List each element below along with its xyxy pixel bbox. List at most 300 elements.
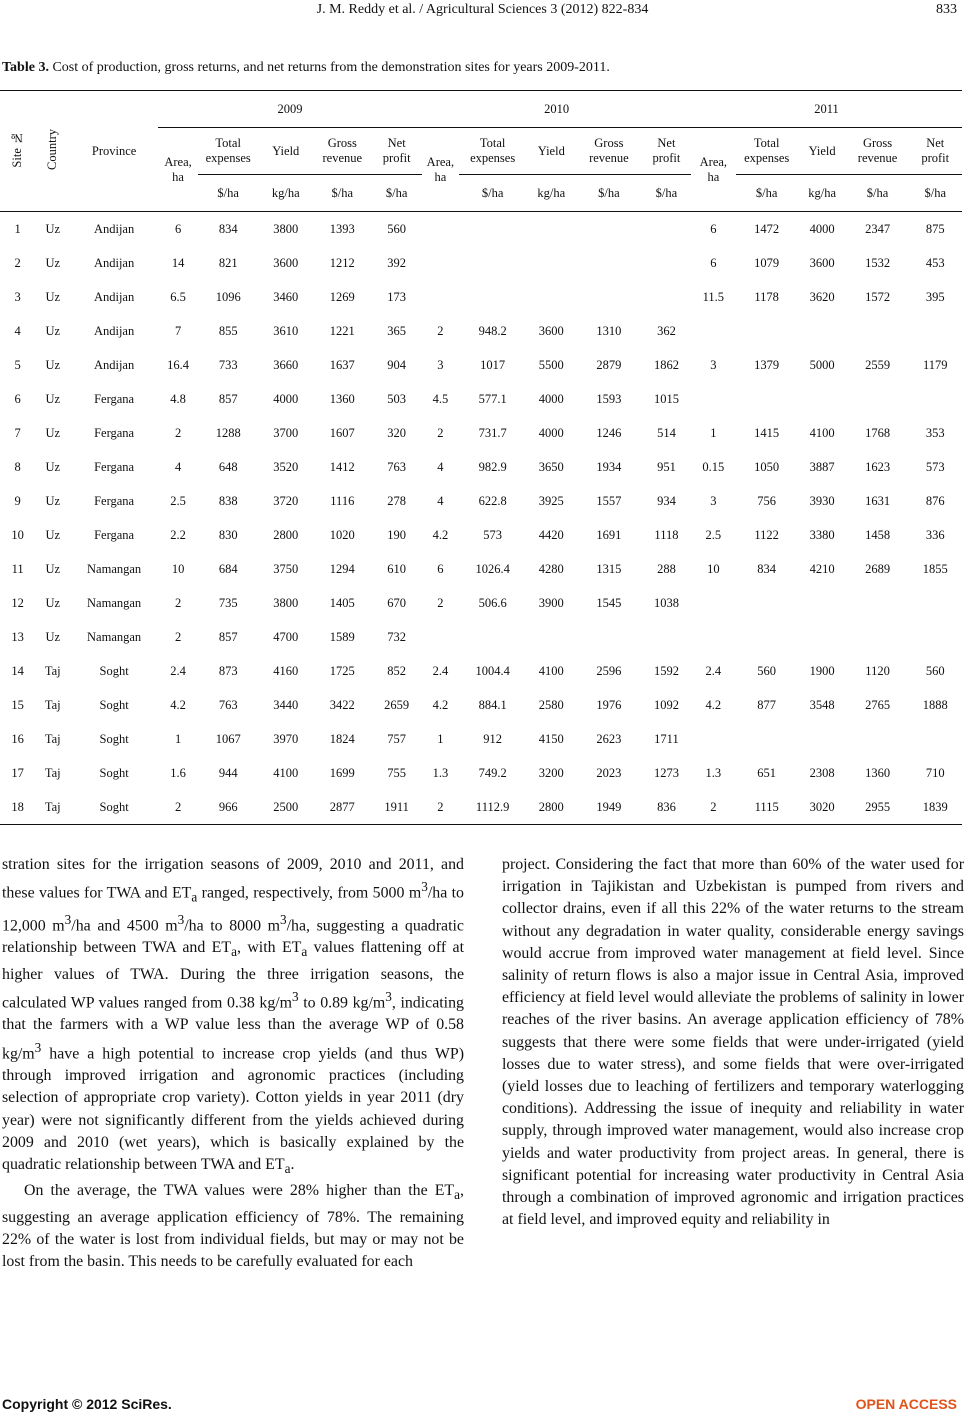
table-cell: 1592 xyxy=(653,663,679,678)
table-cell: 1699 xyxy=(329,765,355,780)
table-cell: 1092 xyxy=(653,697,679,712)
table-cell xyxy=(736,314,798,348)
table-cell: 10 xyxy=(707,561,720,576)
table-cell: 3930 xyxy=(809,493,835,508)
text-run: a xyxy=(454,1187,461,1203)
table-cell xyxy=(798,586,847,620)
table-cell: 3925 xyxy=(538,493,564,508)
table-cell: 1310 xyxy=(596,323,622,338)
table-cell: 3 xyxy=(437,357,444,372)
table-cell: 11.5 xyxy=(702,289,725,304)
table-cell: 3 xyxy=(710,357,717,372)
table-cell: 1631 xyxy=(865,493,891,508)
table-cell: 3800 xyxy=(273,221,299,236)
table-cell: 2596 xyxy=(596,663,622,678)
text-run: stration sites for the irrigation seasons of 2009, 2010 and 2011, and these values for TWA and ET xyxy=(2,856,464,902)
text-run: have a high potential to increase crop yields (and thus WP) through improved irrigation and agronomic practices (including selection of appropriate crop variety). Cotton yields in year 2011 (dry year) were not significantly different from the yields achieved during 2009 and 2010 (wet years), which is basically explained by the quadratic relationship between TWA and ET xyxy=(2,1044,464,1173)
table-cell xyxy=(847,586,909,620)
table-cell: 1593 xyxy=(596,391,622,406)
table-cell: 2023 xyxy=(596,765,622,780)
body-column-right xyxy=(502,854,964,1231)
table-row xyxy=(0,586,962,620)
table-cell: Soght xyxy=(99,731,129,746)
table-cell: 1116 xyxy=(330,493,355,508)
unit-cell: $/ha xyxy=(371,175,422,212)
table-cell: Taj xyxy=(35,790,70,825)
table-cell: 1288 xyxy=(215,425,241,440)
running-header xyxy=(0,0,965,26)
table-cell: 1691 xyxy=(596,527,622,542)
table-cell: 3200 xyxy=(538,765,564,780)
table-cell: 3660 xyxy=(273,357,299,372)
table-cell: 1360 xyxy=(865,765,891,780)
table-cell xyxy=(798,722,847,756)
table-cell: 2.4 xyxy=(432,663,449,678)
table-cell: 4 xyxy=(174,459,182,474)
text-run: On the average, the TWA values were 28% higher than the ET xyxy=(24,1182,455,1200)
table-cell xyxy=(459,212,527,247)
table-cell: Andijan xyxy=(93,221,135,236)
table-cell xyxy=(908,382,962,416)
table-cell xyxy=(527,246,576,280)
table-cell: 6 xyxy=(174,221,182,236)
unit-cell: $/ha xyxy=(908,175,962,212)
table-cell: Fergana xyxy=(94,459,135,474)
table-cell: 1589 xyxy=(329,629,355,644)
unit-cell: $/ha xyxy=(198,175,258,212)
table-cell: 944 xyxy=(218,765,238,780)
table-cell: 3650 xyxy=(538,459,564,474)
table-cell: 278 xyxy=(387,493,407,508)
table-cell: 1824 xyxy=(329,731,355,746)
table-cell: Fergana xyxy=(94,425,135,440)
text-run: /ha, suggesting a quadratic relationship between TWA and ET xyxy=(2,917,464,957)
table-cell: 2 xyxy=(437,595,444,610)
table-row xyxy=(0,620,962,654)
table-cell: 3548 xyxy=(809,697,835,712)
table-cell: 857 xyxy=(218,391,238,406)
table-cell: 3610 xyxy=(273,323,299,338)
header-province: Province xyxy=(70,91,157,212)
table-cell: 18 xyxy=(0,790,35,825)
table-cell: 4000 xyxy=(538,425,564,440)
table-cell: 2 xyxy=(437,425,444,440)
table-cell: 2.5 xyxy=(170,493,186,508)
table-cell: 1038 xyxy=(653,595,679,610)
table-cell: 2 xyxy=(691,790,736,825)
table-cell: 710 xyxy=(925,765,945,780)
table-cell: 362 xyxy=(657,323,676,338)
table-cell: 982.9 xyxy=(478,459,507,474)
table-cell xyxy=(459,280,527,314)
table-cell: 1572 xyxy=(865,289,891,304)
table-cell xyxy=(642,280,691,314)
table-cell: 2877 xyxy=(314,790,372,825)
table-cell xyxy=(847,722,909,756)
table-cell: 1900 xyxy=(809,663,835,678)
table-cell: 2.4 xyxy=(170,663,186,678)
table-cell: 1637 xyxy=(329,357,355,372)
table-cell: Uz xyxy=(45,289,61,304)
table-cell: 733 xyxy=(218,357,238,372)
table-cell: 838 xyxy=(218,493,238,508)
table-cell: 1050 xyxy=(754,459,780,474)
unit-cell: $/ha xyxy=(736,175,798,212)
table-cell: 966 xyxy=(198,790,258,825)
table-cell: 365 xyxy=(387,323,407,338)
text-run: 3 xyxy=(64,911,72,927)
table-cell: 16 xyxy=(11,731,24,746)
table-cell: 1725 xyxy=(329,663,355,678)
text-run: to 0.89 kg/m xyxy=(298,994,386,1012)
table-cell: 651 xyxy=(757,765,777,780)
table-cell: 670 xyxy=(387,595,407,610)
table-cell: 2 xyxy=(422,790,458,825)
table-cell xyxy=(642,246,691,280)
table-cell: 1067 xyxy=(215,731,241,746)
table-cell: 3020 xyxy=(798,790,847,825)
table-cell: 1112.9 xyxy=(459,790,527,825)
table-caption-label: Table 3. xyxy=(2,60,49,75)
table-cell xyxy=(798,382,847,416)
table-cell: 934 xyxy=(657,493,676,508)
table-cell: 948.2 xyxy=(478,323,507,338)
table-cell: 4.2 xyxy=(705,697,722,712)
page-number: 833 xyxy=(936,2,957,17)
table-cell: 10 xyxy=(11,527,24,542)
table-cell xyxy=(576,246,642,280)
table-cell: 392 xyxy=(387,255,407,270)
table-cell: 6 xyxy=(437,561,444,576)
table-cell: 3440 xyxy=(273,697,299,712)
table-cell xyxy=(847,382,909,416)
table-cell: 1315 xyxy=(596,561,622,576)
table-cell: 2623 xyxy=(596,731,622,746)
header-gross-revenue: Gross revenue xyxy=(847,128,909,175)
table-cell: Fergana xyxy=(94,493,135,508)
unit-cell: $/ha xyxy=(847,175,909,212)
table-cell xyxy=(847,620,909,654)
table-row xyxy=(0,246,962,280)
table-cell: 560 xyxy=(387,221,407,236)
table-cell: Namangan xyxy=(87,561,142,576)
table-cell: 4160 xyxy=(273,663,299,678)
table-cell: 763 xyxy=(218,697,238,712)
header-yield: Yield xyxy=(798,128,847,175)
table-cell: 4420 xyxy=(538,527,564,542)
table-cell: 755 xyxy=(387,765,407,780)
table-cell xyxy=(422,620,458,654)
table-cell: 7 xyxy=(174,323,182,338)
table-cell: Soght xyxy=(99,697,129,712)
table-row xyxy=(0,314,962,348)
table-row xyxy=(0,722,962,756)
table-cell: 1026.4 xyxy=(475,561,510,576)
table-cell: 1 xyxy=(174,731,182,746)
table-cell: 4.2 xyxy=(170,697,186,712)
body-paragraph xyxy=(2,1180,464,1273)
table-cell: 2 xyxy=(158,790,199,825)
table-cell: 1888 xyxy=(922,697,948,712)
table-cell: 3750 xyxy=(273,561,299,576)
table-cell: 2.2 xyxy=(170,527,186,542)
table-cell xyxy=(576,620,642,654)
cost-returns-table xyxy=(0,90,962,825)
table-cell: 15 xyxy=(11,697,24,712)
unit-cell: $/ha xyxy=(314,175,372,212)
table-cell: 732 xyxy=(387,629,407,644)
table-cell: 0.15 xyxy=(702,459,725,474)
table-cell xyxy=(527,212,576,247)
text-run: 3 xyxy=(421,879,428,895)
table-cell: 6 xyxy=(710,221,717,236)
unit-cell: kg/ha xyxy=(527,175,576,212)
table-cell: 1911 xyxy=(371,790,422,825)
table-cell: 1415 xyxy=(754,425,780,440)
table-row xyxy=(0,382,962,416)
table-cell: 1458 xyxy=(865,527,891,542)
table-cell: 1711 xyxy=(654,731,679,746)
table-cell: 4700 xyxy=(273,629,299,644)
unit-cell: kg/ha xyxy=(798,175,847,212)
table-cell: Uz xyxy=(45,459,61,474)
table-cell: 353 xyxy=(925,425,945,440)
table-cell: 13 xyxy=(11,629,24,644)
table-cell: Uz xyxy=(45,357,61,372)
table-cell xyxy=(642,212,691,247)
header-site: Site № xyxy=(0,91,35,212)
table-cell: 1532 xyxy=(865,255,891,270)
table-row xyxy=(0,790,962,825)
open-access-label: OPEN ACCESS xyxy=(855,1396,957,1412)
table-cell xyxy=(908,586,962,620)
text-run: 3 xyxy=(280,911,287,927)
table-cell: 1096 xyxy=(215,289,241,304)
unit-cell: $/ha xyxy=(642,175,691,212)
table-cell: 1.3 xyxy=(432,765,449,780)
table-cell: 2 xyxy=(174,425,182,440)
table-cell: 2879 xyxy=(596,357,622,372)
table-cell xyxy=(691,620,736,654)
copyright-notice: Copyright © 2012 SciRes. xyxy=(2,1396,172,1412)
table-cell: 3887 xyxy=(809,459,835,474)
table-row xyxy=(0,756,962,790)
table-cell: 514 xyxy=(657,425,676,440)
body-column-left xyxy=(2,854,464,1273)
table-cell: 4150 xyxy=(538,731,564,746)
table-cell: 560 xyxy=(925,663,945,678)
table-cell: 5000 xyxy=(809,357,835,372)
table-cell: 2 xyxy=(14,255,21,270)
table-cell: 821 xyxy=(218,255,238,270)
table-cell: 2765 xyxy=(865,697,891,712)
table-cell: Uz xyxy=(45,255,61,270)
table-cell xyxy=(422,280,458,314)
table-cell: 4000 xyxy=(538,391,564,406)
table-cell: 17 xyxy=(11,765,24,780)
table-cell: Andijan xyxy=(93,323,135,338)
table-cell: 6.5 xyxy=(170,289,186,304)
table-cell: 3460 xyxy=(273,289,299,304)
table-row xyxy=(0,688,962,722)
table-caption-text: Cost of production, gross returns, and net returns from the demonstration sites for years 2009-2011. xyxy=(48,60,610,75)
table-cell: 14 xyxy=(11,663,24,678)
table-caption xyxy=(2,60,610,76)
table-row xyxy=(0,280,962,314)
text-run: , suggesting an average application efficiency of 78%. The remaining 22% of the water is lost from individual fields, but may or may not be lost from the basin. This needs to be carefully evaluated for each xyxy=(2,1182,464,1271)
text-run: a xyxy=(301,944,308,960)
table-cell: Andijan xyxy=(93,289,135,304)
table-cell xyxy=(527,620,576,654)
table-cell: 503 xyxy=(387,391,407,406)
table-cell: 4.2 xyxy=(432,697,449,712)
table-cell: 4 xyxy=(437,459,444,474)
table-cell: Soght xyxy=(70,790,157,825)
table-cell xyxy=(459,620,527,654)
table-cell: 1472 xyxy=(754,221,780,236)
table-cell: 834 xyxy=(757,561,777,576)
table-cell: 1179 xyxy=(922,357,948,372)
table-cell: 1623 xyxy=(865,459,891,474)
table-cell: 912 xyxy=(483,731,503,746)
table-cell: 5 xyxy=(14,357,21,372)
table-cell xyxy=(527,280,576,314)
table-cell: 2580 xyxy=(538,697,564,712)
table-cell: Taj xyxy=(44,765,61,780)
table-row xyxy=(0,450,962,484)
table-row xyxy=(0,348,962,382)
table-cell: 1379 xyxy=(754,357,780,372)
table-cell: 4 xyxy=(437,493,444,508)
table-cell: 577.1 xyxy=(478,391,507,406)
table-cell: Fergana xyxy=(94,527,135,542)
table-cell: 6 xyxy=(14,391,21,406)
table-cell: 4100 xyxy=(538,663,564,678)
table-cell: 4.8 xyxy=(170,391,186,406)
table-cell xyxy=(576,280,642,314)
table-cell: 1294 xyxy=(329,561,355,576)
table-cell: Uz xyxy=(45,323,61,338)
table-cell: 1393 xyxy=(329,221,355,236)
table-cell: 3600 xyxy=(809,255,835,270)
table-cell: 1412 xyxy=(329,459,355,474)
table-cell: 4000 xyxy=(809,221,835,236)
table-cell: 1 xyxy=(14,221,21,236)
table-row xyxy=(0,518,962,552)
table-cell: 1120 xyxy=(865,663,890,678)
table-cell: Namangan xyxy=(87,629,142,644)
table-cell: 190 xyxy=(387,527,407,542)
table-cell: 3800 xyxy=(273,595,299,610)
table-cell: Soght xyxy=(99,663,129,678)
table-cell: 1949 xyxy=(576,790,642,825)
table-cell: 757 xyxy=(387,731,407,746)
table-cell: Fergana xyxy=(94,391,135,406)
table-cell: 731.7 xyxy=(478,425,507,440)
header-area: Area, ha xyxy=(691,128,736,212)
table-cell xyxy=(908,620,962,654)
text-run: 3 xyxy=(177,911,185,927)
table-cell: 1269 xyxy=(329,289,355,304)
table-cell xyxy=(798,620,847,654)
table-cell: 875 xyxy=(925,221,945,236)
table-cell: 2955 xyxy=(847,790,909,825)
body-paragraph xyxy=(2,854,464,1180)
table-cell: 1004.4 xyxy=(475,663,510,678)
table-cell: 3380 xyxy=(809,527,835,542)
table-cell: 3422 xyxy=(329,697,355,712)
table-cell: Taj xyxy=(44,697,61,712)
table-cell: 8 xyxy=(14,459,21,474)
table-cell: 2800 xyxy=(273,527,299,542)
table-cell: 3900 xyxy=(538,595,564,610)
table-cell: 3970 xyxy=(273,731,299,746)
table-cell xyxy=(691,722,736,756)
text-run: values flattening off at higher values of TWA. During the three irrigation seasons, the calculated WP values ranged from 0.38 kg/m xyxy=(2,939,464,1012)
table-cell: Taj xyxy=(44,663,61,678)
table-cell: 873 xyxy=(218,663,238,678)
table-cell xyxy=(908,314,962,348)
table-cell xyxy=(576,212,642,247)
running-title: J. M. Reddy et al. / Agricultural Sciences 3 (2012) 822-834 xyxy=(316,2,649,17)
table-cell: 2689 xyxy=(865,561,891,576)
table-cell: 560 xyxy=(757,663,777,678)
table-row xyxy=(0,654,962,688)
table-cell: 12 xyxy=(11,595,24,610)
table-cell xyxy=(798,314,847,348)
header-gross-revenue: Gross revenue xyxy=(576,128,642,175)
table-row xyxy=(0,552,962,586)
table-cell: 1607 xyxy=(329,425,355,440)
header-area: Area, ha xyxy=(158,128,199,212)
table-cell: 648 xyxy=(218,459,238,474)
table-cell: 3 xyxy=(14,289,21,304)
text-run: a xyxy=(231,944,237,960)
table-cell: 1545 xyxy=(596,595,622,610)
table-cell: 1115 xyxy=(736,790,798,825)
header-yield: Yield xyxy=(527,128,576,175)
table-cell: 1017 xyxy=(480,357,506,372)
table-cell: 173 xyxy=(387,289,407,304)
table-cell: Uz xyxy=(45,561,61,576)
text-run: a xyxy=(191,889,198,905)
table-cell: Uz xyxy=(45,629,61,644)
table-cell: 288 xyxy=(657,561,676,576)
table-cell: 1118 xyxy=(654,527,679,542)
table-cell: 855 xyxy=(218,323,238,338)
text-run: , with ET xyxy=(236,939,302,957)
table-cell: 7 xyxy=(14,425,21,440)
table-row xyxy=(0,416,962,450)
table-cell xyxy=(691,382,736,416)
header-year-2011: 2011 xyxy=(691,91,962,128)
header-net-profit: Net profit xyxy=(642,128,691,175)
table-row xyxy=(0,484,962,518)
table-cell: 11 xyxy=(11,561,24,576)
table-cell: 1934 xyxy=(596,459,622,474)
header-net-profit: Net profit xyxy=(908,128,962,175)
text-run: . xyxy=(290,1155,295,1173)
table-cell: 506.6 xyxy=(478,595,507,610)
table-cell: 1768 xyxy=(865,425,891,440)
table-cell xyxy=(736,722,798,756)
table-cell: 1.6 xyxy=(170,765,186,780)
header-net-profit: Net profit xyxy=(371,128,422,175)
table-cell: 573 xyxy=(483,527,503,542)
unit-cell: kg/ha xyxy=(258,175,313,212)
table-cell: Taj xyxy=(44,731,61,746)
table-cell: 3520 xyxy=(273,459,299,474)
